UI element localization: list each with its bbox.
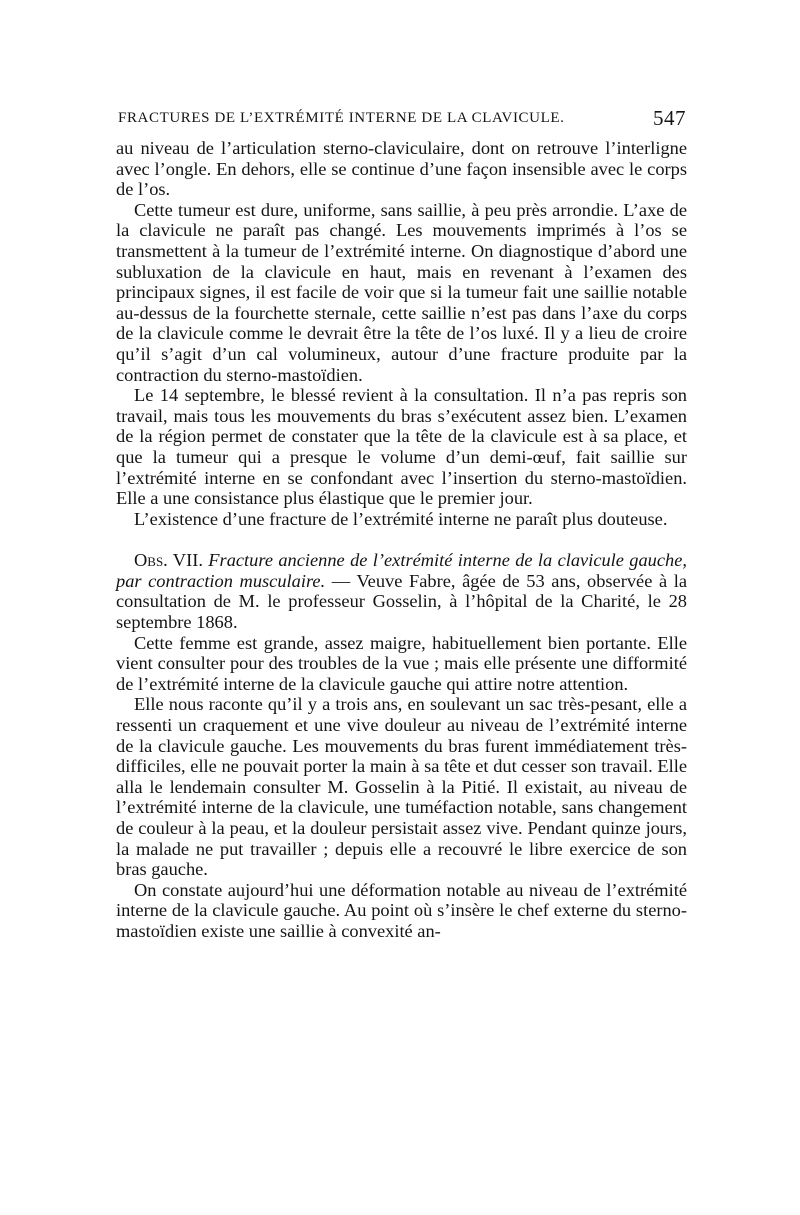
paragraph-femme-grande: Cette femme est grande, assez maigre, habituellement bien portante. Elle vient consulter pour des troubles de la vue ; mais elle présente une difformité de l’extrémité interne de la clavicule gauche qui attire notre attention. [116,632,687,694]
observation-label: Obs. VII. [134,550,203,571]
observation-patient-info: — Veuve Fabre, âgée de 53 ans, observée à la consultation de M. le professeur Gosselin, à l’hôpital de la Charité, le 28 septembre 1868. [116,570,687,633]
body-text [116,138,687,942]
running-title: FRACTURES DE L’EXTRÉMITÉ INTERNE DE LA CLAVICULE. [118,110,565,126]
paragraph-raconte: Elle nous raconte qu’il y a trois ans, en soulevant un sac très-pesant, elle a ressenti un craquement et une vive douleur au niveau de l’extrémité interne de la clavicule gauche. Les mouvements du bras furent immédiatement très-difficiles, elle ne pouvait porter la main à sa tête et dut cesser son travail. Elle alla le lendemain consulter M. Gosselin à la Pitié. Il existait, au niveau de l’extrémité interne de la clavicule, une tuméfaction notable, sans changement de couleur à la peau, et la douleur persistait assez vive. Pendant quinze jours, la malade ne put travailler ; depuis elle a recouvré le libre exercice de son bras gauche. [116,694,687,880]
paragraph-existence-fracture: L’existence d’une fracture de l’extrémité interne ne paraît plus douteuse. [134,508,668,529]
paragraph-14-septembre: Le 14 septembre, le blessé revient à la consultation. Il n’a pas repris son travail, mais tous les mouvements du bras s’exécutent assez bien. L’examen de la région permet de constater que la tête de la clavicule est à sa place, et que la tumeur qui a presque le volume d’un demi-œuf, fait saillie sur l’extrémité interne en se confondant avec l’insertion du sterno-mastoïdien. Elle a une consistance plus élastique que le premier jour. [116,385,687,509]
observation-heading [116,550,687,632]
paragraph-tumeur: Cette tumeur est dure, uniforme, sans saillie, à peu près arrondie. L’axe de la clavicule ne paraît pas changé. Les mouvements imprimés à l’os se transmettent à la tumeur de l’extrémité interne. On diagnostique d’abord une subluxation de la clavicule en haut, mais en revenant à l’examen des principaux signes, il est facile de voir que si la tumeur fait une saillie notable au-dessus de la fourchette sternale, cette saillie n’est pas dans l’axe du corps de la clavicule comme le devrait être la tête de l’os luxé. Il y a lieu de croire qu’il s’agit d’un cal volumineux, autour d’une fracture produite par la contraction du sterno-mastoïdien. [116,199,687,385]
paragraph-continuation: au niveau de l’articulation sterno-claviculaire, dont on retrouve l’interligne avec l’ongle. En dehors, elle se continue d’une façon insensible avec le corps de l’os. [116,138,687,200]
observation-title: Fracture ancienne de l’extrémité interne de la clavicule gauche, par contraction musculaire. [116,550,687,591]
section-gap [116,529,687,550]
page-header [118,106,686,134]
paragraph-constate: On constate aujourd’hui une déformation notable au niveau de l’extrémité interne de la clavicule gauche. Au point où s’insère le chef externe du sterno-mastoïdien existe une saillie à convexité an- [116,879,687,941]
page-number: 547 [653,106,686,130]
